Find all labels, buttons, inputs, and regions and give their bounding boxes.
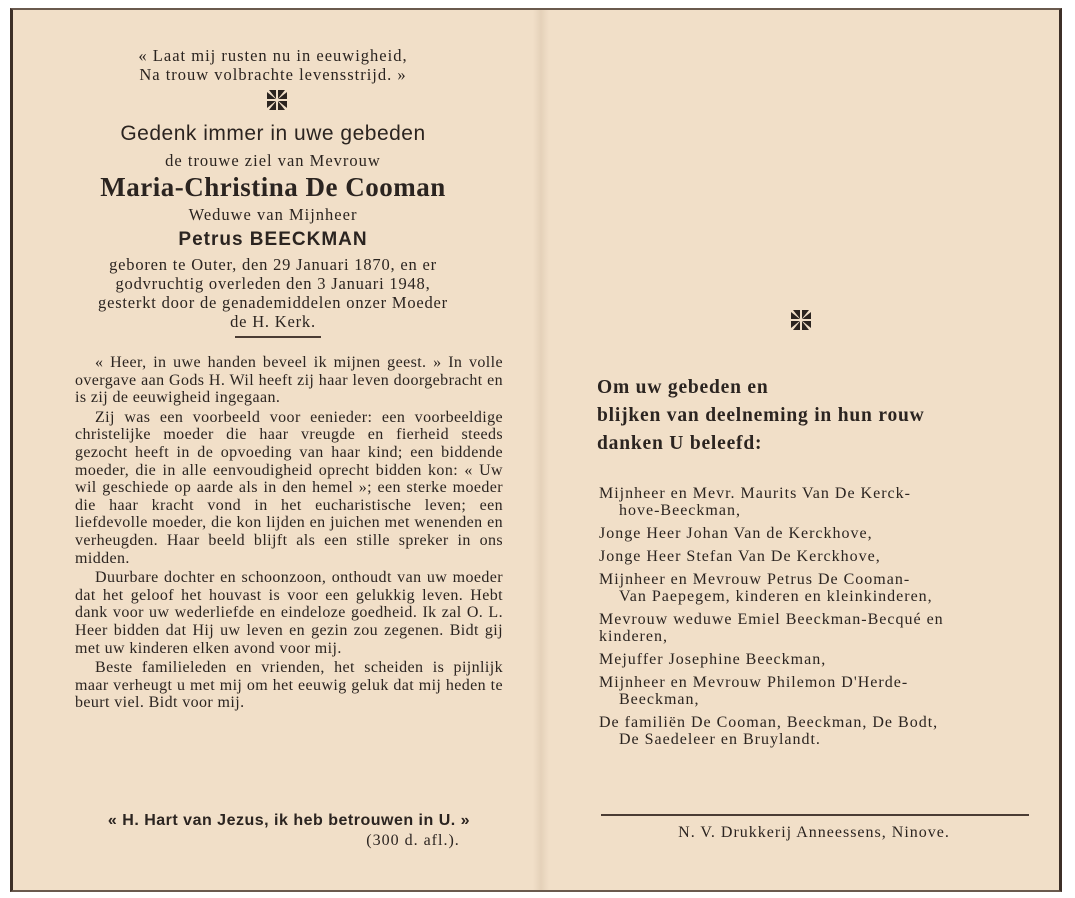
family-line: Mijnheer en Mevrouw Petrus De Cooman- <box>599 571 911 588</box>
right-panel <box>549 10 1061 890</box>
epigraph <box>13 46 533 84</box>
birth-line-3: gesterkt door de genademiddelen onzer Moeder <box>98 293 448 312</box>
deceased-name: Maria-Christina De Cooman <box>100 172 446 202</box>
family-line: Mevrouw weduwe Emiel Beeckman-Becqué en <box>599 611 944 628</box>
family-entry <box>599 651 1031 668</box>
family-line: Van Paepegem, kinderen en kleinkinderen, <box>619 588 933 605</box>
ziel-line: de trouwe ziel van Mevrouw <box>165 151 381 170</box>
birth-line-1: geboren te Outer, den 29 Januari 1870, en er <box>109 255 437 274</box>
card-fold <box>533 10 549 890</box>
cross-pattee-icon <box>789 308 813 332</box>
family-line: Mijnheer en Mevrouw Philemon D'Herde- <box>599 674 909 691</box>
family-line: Beeckman, <box>619 691 700 708</box>
birth-death-info <box>13 255 533 331</box>
family-line: Mijnheer en Mevr. Maurits Van De Kerck- <box>599 485 911 502</box>
printer-credit: N. V. Drukkerij Anneessens, Ninove. <box>678 824 950 841</box>
family-list <box>599 485 1031 754</box>
left-panel <box>13 10 533 890</box>
thanks-line-1: Om uw gebeden en <box>597 377 769 398</box>
family-entry <box>599 571 1031 605</box>
birth-line-2: godvruchtig overleden den 3 Januari 1948, <box>115 274 431 293</box>
family-line: hove-Beeckman, <box>619 502 741 519</box>
birth-line-4: de H. Kerk. <box>230 312 316 331</box>
family-entry <box>599 525 1031 542</box>
divider-short <box>235 336 321 338</box>
paragraph-2: Zij was een voorbeeld voor eenieder: een voorbeeldige christelijke moeder die haar vreugde en fierheid steeds gezocht heeft in de opvoeding van haar kind; een biddende moeder, die in alle eenvoudigheid oprecht bidden kon: « Uw wil geschiede op aarde als in den hemel »; een sterke moeder die haar kracht vond in het eucharistische leven; een liefdevolle moeder, die kon lijden en juichen met wenenden en verheugden. Haar beeld blijft als een stille spreker in ons midden. <box>75 408 503 567</box>
closing-prayer: « H. Hart van Jezus, ik heb betrouwen in U. » <box>107 812 471 829</box>
gedenk-heading: Gedenk immer in uwe gebeden <box>120 122 426 145</box>
cross-pattee-icon <box>265 88 289 112</box>
paragraph-3: Duurbare dochter en schoonzoon, onthoudt van uw moeder dat het geloof het houvast is voor een gelukkig leven. Hebt dank voor uw wederliefde en eindeloze goedheid. Ik zal O. L. Heer bidden dat Hij uw leven en gezin zou zegenen. Bidt gij met uw kinderen elken avond voor mij. <box>75 569 503 657</box>
paragraph-1: « Heer, in uwe handen beveel ik mijnen geest. » In volle overgave aan Gods H. Wil heeft zij haar leven doorgebracht en is zij de eeuwigheid ingegaan. <box>75 354 503 407</box>
family-line: De familiën De Cooman, Beeckman, De Bodt, <box>599 714 939 731</box>
family-entry <box>599 485 1031 519</box>
thanks-heading <box>597 374 1017 458</box>
widow-line: Weduwe van Mijnheer <box>188 205 358 224</box>
thanks-line-3: danken U beleefd: <box>597 433 763 454</box>
epigraph-line-1: « Laat mij rusten nu in eeuwigheid, <box>138 46 408 65</box>
family-entry <box>599 548 1031 565</box>
thanks-line-2: blijken van deelneming in hun rouw <box>597 405 925 426</box>
family-line: Jonge Heer Johan Van de Kerckhove, <box>599 525 873 542</box>
family-line: kinderen, <box>599 628 668 645</box>
family-entry <box>599 714 1031 748</box>
body-text <box>75 354 503 714</box>
print-number: (300 d. afl.). <box>366 832 460 849</box>
paragraph-4: Beste familieleden en vrienden, het scheiden is pijnlijk maar verheugt u met mij om het eeuwig geluk dat mij heden te beurt viel. Bidt voor mij. <box>75 659 503 712</box>
family-line: Mejuffer Josephine Beeckman, <box>599 651 827 668</box>
family-line: Jonge Heer Stefan Van De Kerckhove, <box>599 548 881 565</box>
divider-long <box>601 814 1029 816</box>
family-entry <box>599 611 1031 645</box>
husband-name: Petrus BEECKMAN <box>178 229 368 250</box>
family-entry <box>599 674 1031 708</box>
memorial-card <box>10 8 1062 892</box>
epigraph-line-2: Na trouw volbrachte levensstrijd. » <box>139 65 407 84</box>
family-line: De Saedeleer en Bruylandt. <box>619 731 821 748</box>
